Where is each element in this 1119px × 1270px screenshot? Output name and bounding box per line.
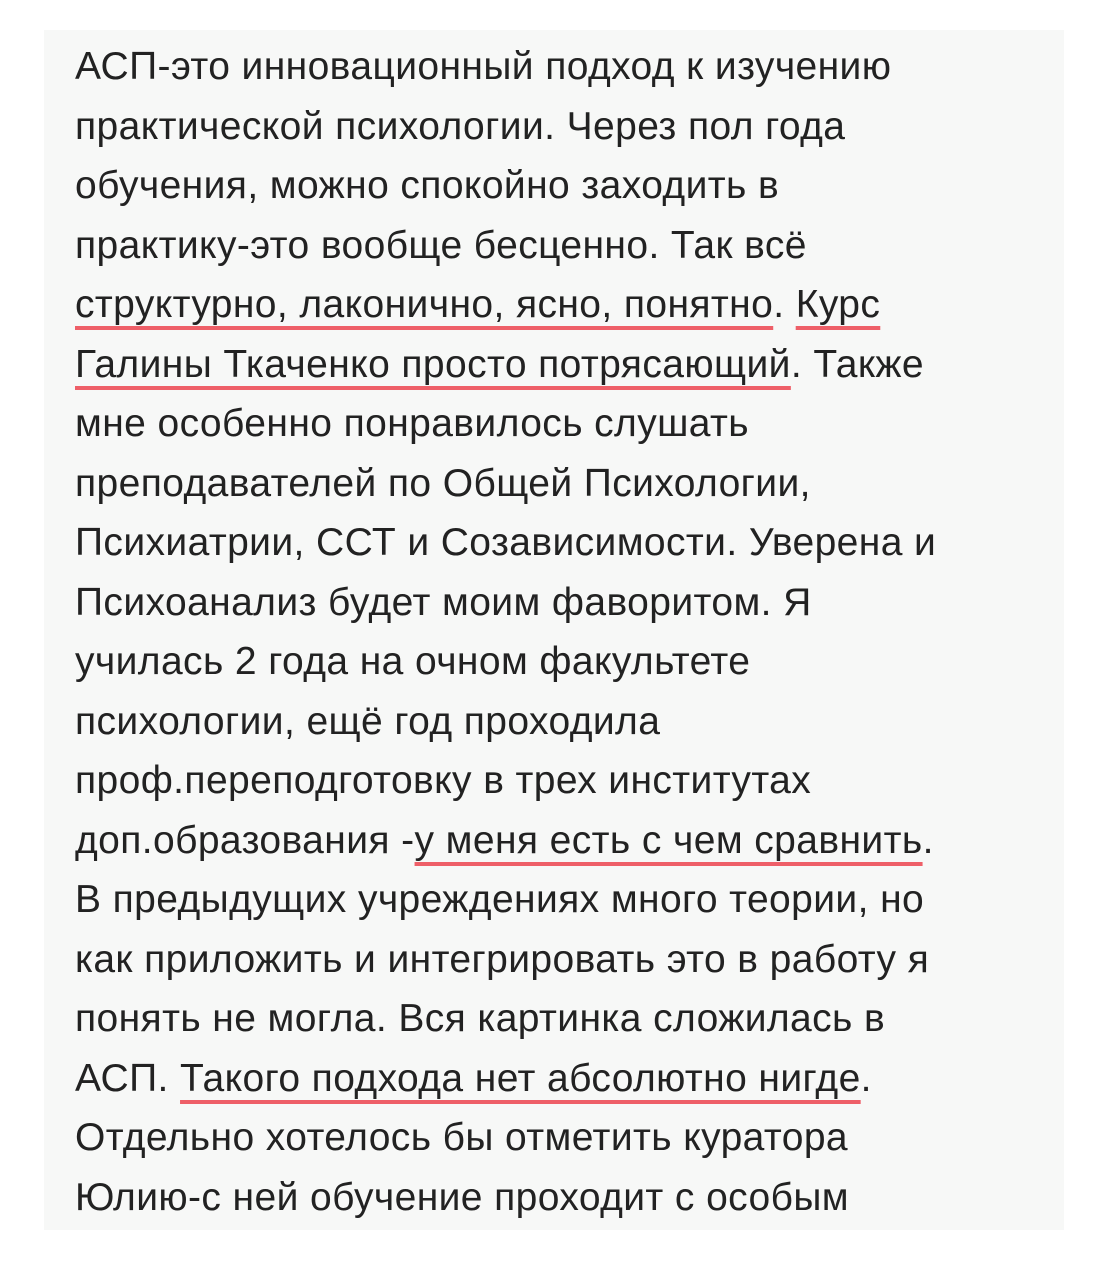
highlighted-phrase: структурно, лаконично, ясно, понятно (75, 283, 774, 326)
highlighted-phrase: Галины Ткаченко просто потрясающий (75, 342, 791, 386)
text-line: училась 2 года на очном факультете (75, 640, 751, 683)
text-line: Психоанализ будет моим фаворитом. Я (75, 580, 812, 624)
text-line: практической психологии. Через пол года (75, 104, 846, 148)
text-line: Отдельно хотелось бы отметить куратора (75, 1116, 848, 1159)
text-line: доп.образования -у меня есть с чем сравнить. (75, 818, 934, 862)
highlighted-phrase: Такого подхода нет абсолютно нигде (180, 1056, 861, 1100)
text-line: структурно, лаконично, ясно, понятно. Курс (75, 283, 881, 326)
text-line: В предыдущих учреждениях много теории, но (75, 878, 925, 921)
text-line: мне особенно понравилось слушать (75, 402, 750, 445)
text-line: Психиатрии, ССТ и Созависимости. Уверена и (75, 521, 937, 564)
highlighted-phrase: Курс (795, 283, 881, 326)
text-line: Галины Ткаченко просто потрясающий. Также (75, 342, 924, 386)
text-line: понять не могла. Вся картинка сложилась в (75, 997, 886, 1040)
text-line: АСП-это инновационный подход к изучению (75, 45, 892, 88)
review-card (44, 30, 1064, 1230)
text-line: АСП. Такого подхода нет абсолютно нигде. (75, 1056, 872, 1100)
highlighted-phrase: у меня есть с чем сравнить (414, 818, 923, 862)
text-line: обучения, можно спокойно заходить в (75, 164, 780, 207)
review-text (75, 37, 1060, 1227)
text-line: преподавателей по Общей Психологии, (75, 461, 811, 505)
text-line: проф.переподготовку в трех институтах (75, 759, 812, 802)
text-line: практику-это вообще бесценно. Так всё (75, 223, 807, 267)
text-line: психологии, ещё год проходила (75, 699, 661, 743)
text-line: Юлию-с ней обучение проходит с особым (75, 1175, 849, 1219)
text-line: как приложить и интегрировать это в работу я (75, 937, 930, 981)
